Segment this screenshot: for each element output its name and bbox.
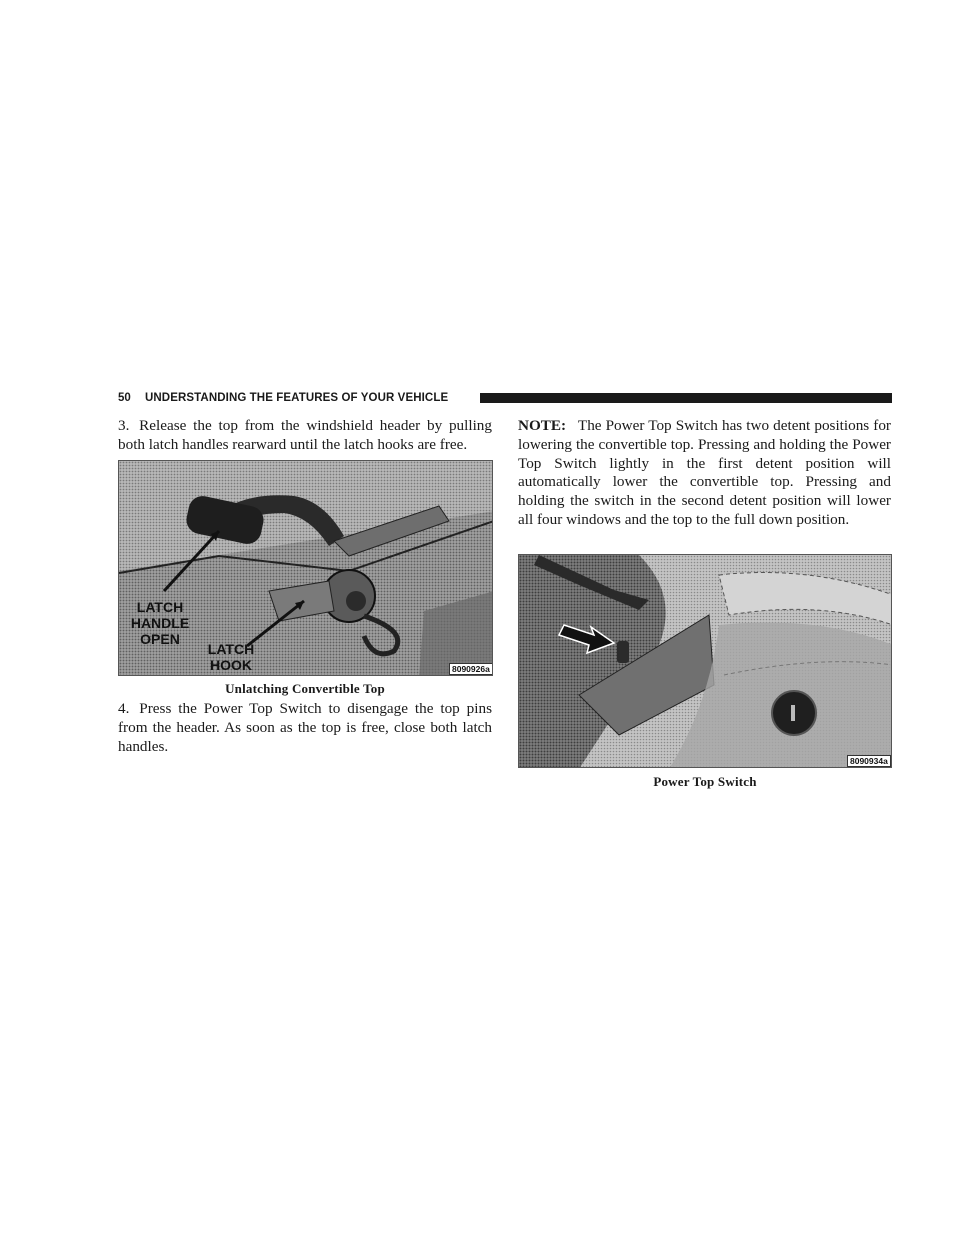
figure-1-caption: Unlatching Convertible Top <box>225 681 385 696</box>
note-paragraph <box>518 417 891 530</box>
section-title: UNDERSTANDING THE FEATURES OF YOUR VEHICLE <box>145 392 449 404</box>
callout-latch-hook: LATCH HOOK <box>207 641 255 673</box>
page-header <box>118 391 892 405</box>
step-4-paragraph <box>118 700 492 756</box>
switch-illustration <box>519 555 892 768</box>
step-3-paragraph <box>118 417 492 455</box>
note-label: NOTE: <box>518 417 567 434</box>
page-number: 50 <box>118 392 131 404</box>
callout-latch-handle-open: LATCH HANDLE OPEN <box>130 599 190 647</box>
step-3-number: 3. <box>118 417 130 434</box>
step-4-text: Press the Power Top Switch to disengage the top pins from the header. As soon as the top is free, close both latch handles. <box>118 700 492 755</box>
figure-code: 8090926a <box>449 663 493 675</box>
step-3-text: Release the top from the windshield header by pulling both latch handles rearward until the latch hooks are free. <box>118 417 492 453</box>
figure-2-caption: Power Top Switch <box>653 774 757 789</box>
note-text: The Power Top Switch has two detent positions for lowering the convertible top. Pressing and holding the Power Top Switch lightly in the first detent position will automatically lower the convertible top. Pressing and holding the switch in the second detent position will lower all four windows and the top to the full down position. <box>518 417 891 528</box>
header-rule <box>480 393 892 403</box>
figure-unlatching-convertible-top <box>118 460 493 676</box>
step-4-number: 4. <box>118 700 130 717</box>
figure-power-top-switch <box>518 554 892 768</box>
figure-code: 8090934a <box>847 755 891 767</box>
